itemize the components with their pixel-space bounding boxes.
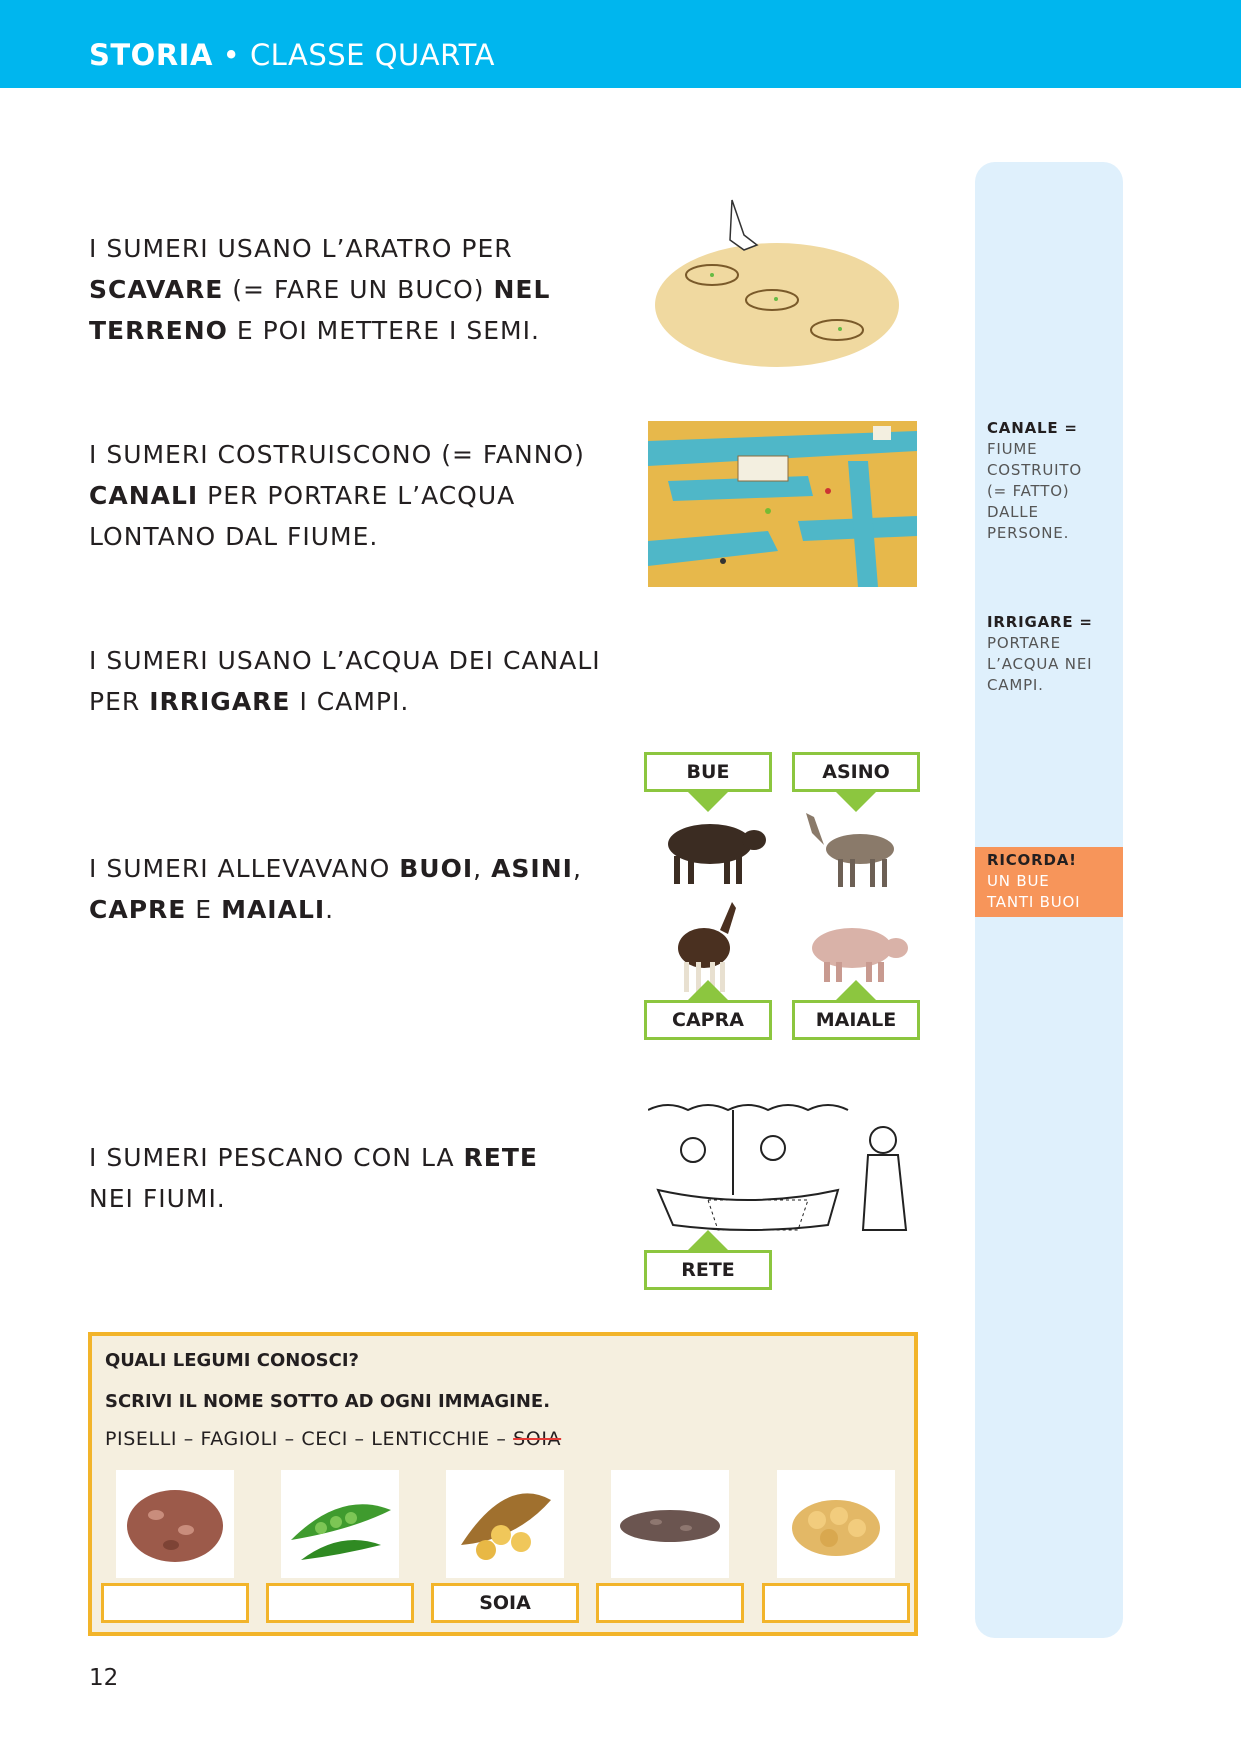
class-label: CLASSE QUARTA [249, 38, 495, 72]
ricorda-note [987, 850, 1112, 913]
soybeans-image [446, 1470, 564, 1578]
bold-word: CAPRE [89, 895, 187, 924]
canale-def-line: (= FATTO) [987, 482, 1070, 500]
peas-image [281, 1470, 399, 1578]
canale-def-line: FIUME [987, 440, 1038, 458]
legumi-question: QUALI LEGUMI CONOSCI? [105, 1350, 359, 1371]
bold-word: NEL [493, 275, 551, 304]
canale-def-line: COSTRUITO [987, 461, 1082, 479]
pig-image [802, 918, 910, 984]
subject-label: STORIA [89, 38, 213, 72]
answer-field-5[interactable] [762, 1583, 910, 1623]
beans-image [116, 1470, 234, 1578]
legumi-word-list [105, 1428, 561, 1450]
bold-word: MAIALI [221, 895, 326, 924]
irrigare-def-line: PORTARE [987, 634, 1061, 652]
text-span: I CAMPI. [290, 687, 410, 716]
sowing-illustration [652, 195, 902, 375]
text-span: PER PORTARE L’ACQUA [198, 481, 516, 510]
page-number: 12 [89, 1665, 119, 1691]
legumi-exercise [88, 1332, 918, 1636]
paragraph-irrigare [89, 640, 601, 722]
ricorda-line: UN BUE [987, 872, 1050, 890]
text-span: E POI METTERE I SEMI. [227, 316, 540, 345]
header-separator: • [222, 38, 241, 72]
page-header [0, 0, 1241, 88]
paragraph-allevavano [89, 848, 582, 930]
bold-word: CANALI [89, 481, 199, 510]
answer-field-3[interactable]: SOIA [431, 1583, 579, 1623]
donkey-image [802, 805, 910, 890]
lentils-image [611, 1470, 729, 1578]
text-line: LONTANO DAL FIUME. [89, 522, 379, 551]
header-title [89, 38, 495, 72]
chickpeas-image [777, 1470, 895, 1578]
ricorda-line: TANTI BUOI [987, 893, 1081, 911]
arrow-down-bue [688, 792, 728, 812]
canale-def-line: PERSONE. [987, 524, 1070, 542]
label-asino: ASINO [792, 752, 920, 792]
text-span: (= FARE UN BUCO) [223, 275, 494, 304]
text-line: I SUMERI USANO L’ARATRO PER [89, 234, 513, 263]
paragraph-canali [89, 434, 585, 557]
text-span: I SUMERI ALLEVAVANO [89, 854, 400, 883]
canale-def-line: DALLE [987, 503, 1039, 521]
bold-word: RETE [463, 1143, 538, 1172]
label-rete: RETE [644, 1250, 772, 1290]
text-span: , [572, 854, 582, 883]
answer-field-2[interactable] [266, 1583, 414, 1623]
text-line: I SUMERI USANO L’ACQUA DEI CANALI [89, 646, 601, 675]
paragraph-aratro [89, 228, 550, 351]
answer-field-1[interactable] [101, 1583, 249, 1623]
fishing-illustration [648, 1100, 913, 1250]
text-span: E [186, 895, 222, 924]
text-line: NEI FIUMI. [89, 1184, 226, 1213]
glossary-irrigare [987, 612, 1112, 696]
text-span: . [325, 895, 335, 924]
bold-word: IRRIGARE [149, 687, 291, 716]
paragraph-pescano [89, 1137, 538, 1219]
irrigare-def-line: L’ACQUA NEI [987, 655, 1093, 673]
text-span: I SUMERI PESCANO CON LA [89, 1143, 464, 1172]
irrigare-term: IRRIGARE = [987, 613, 1093, 631]
text-line: I SUMERI COSTRUISCONO (= FANNO) [89, 440, 585, 469]
canale-term: CANALE = [987, 419, 1078, 437]
bold-word: BUOI [399, 854, 474, 883]
label-capra: CAPRA [644, 1000, 772, 1040]
canals-illustration [648, 421, 917, 587]
ox-image [652, 810, 770, 890]
answer-field-4[interactable] [596, 1583, 744, 1623]
arrow-up-rete [688, 1230, 728, 1250]
text-span: PER [89, 687, 150, 716]
arrow-up-capra [688, 980, 728, 1000]
glossary-canale [987, 418, 1112, 544]
arrow-up-maiale [836, 980, 876, 1000]
label-maiale: MAIALE [792, 1000, 920, 1040]
bold-word: TERRENO [89, 316, 228, 345]
irrigare-def-line: CAMPI. [987, 676, 1044, 694]
legumi-instruction: SCRIVI IL NOME SOTTO AD OGNI IMMAGINE. [105, 1391, 551, 1412]
word-list-text: PISELLI – FAGIOLI – CECI – LENTICCHIE – [105, 1428, 514, 1450]
ricorda-title: RICORDA! [987, 851, 1077, 869]
label-bue: BUE [644, 752, 772, 792]
struck-word: SOIA [513, 1428, 562, 1450]
text-span: , [473, 854, 492, 883]
bold-word: ASINI [491, 854, 573, 883]
bold-word: SCAVARE [89, 275, 224, 304]
